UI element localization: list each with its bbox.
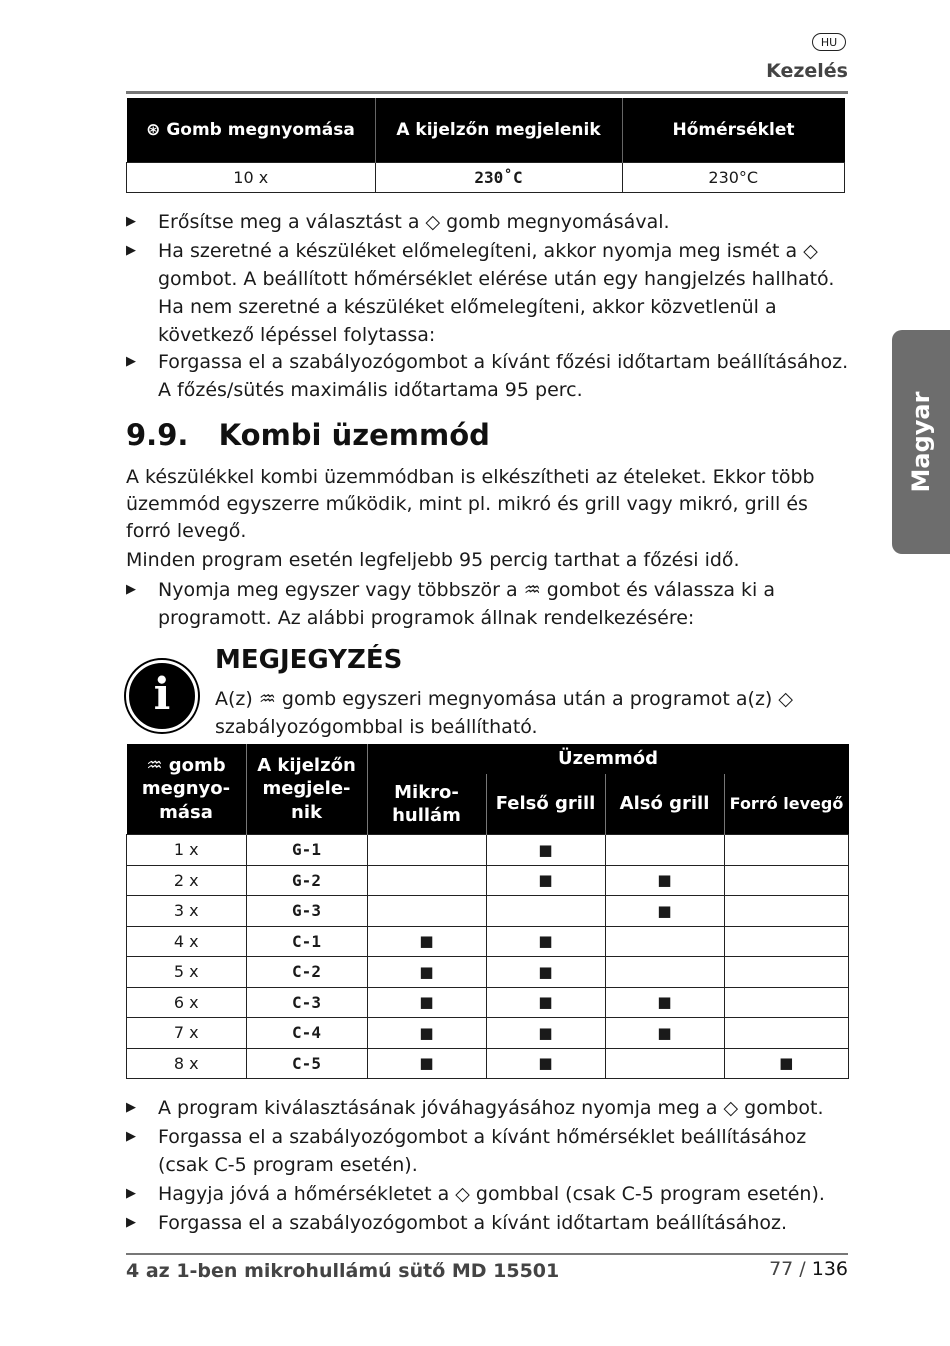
arrow-icon: ▶ <box>126 1186 136 1201</box>
cell-mode-mark <box>605 926 724 957</box>
header-rule <box>126 91 848 94</box>
cell-mode-mark: ■ <box>367 1048 486 1079</box>
cell-display: C-2 <box>246 957 367 988</box>
cell-display: C-4 <box>246 1018 367 1049</box>
arrow-icon: ▶ <box>126 1215 136 1230</box>
list-item: Forgassa el a szabályozógombot a kívánt időtartam beállításához. <box>158 1212 787 1234</box>
arrow-icon: ▶ <box>126 582 136 597</box>
cell-mode-mark <box>605 835 724 866</box>
cell-press: 4 x <box>127 926 247 957</box>
arrow-icon: ▶ <box>126 214 136 229</box>
cell-display: G-1 <box>246 835 367 866</box>
cell-display: C-3 <box>246 987 367 1018</box>
list-item: Nyomja meg egyszer vagy többször a ♒ gombot és válassza ki a programott. Az alábbi programok állnak rendelkezésére: <box>158 579 776 629</box>
cell-mode-mark <box>367 896 486 927</box>
footer-title: 4 az 1-ben mikrohullámú sütő MD 15501 <box>126 1260 560 1282</box>
info-icon: i <box>126 660 198 732</box>
cell-mode-mark <box>724 1018 849 1049</box>
cell-mode-mark: ■ <box>486 1018 605 1049</box>
header-mode: Üzemmód <box>367 744 849 774</box>
language-side-tab <box>892 330 950 554</box>
cell-mode-mark <box>724 835 849 866</box>
table-row <box>127 957 849 988</box>
list-item: Forgassa el a szabályozógombot a kívánt főzési időtartam beállításához. A főzés/sütés maximális időtartama 95 perc. <box>158 351 849 401</box>
arrow-icon: ▶ <box>126 1129 136 1144</box>
section-title: 9.9. Kombi üzemmód <box>126 418 490 452</box>
page-number: 77 / 136 <box>769 1258 848 1280</box>
cell-display: G-2 <box>246 865 367 896</box>
table-row <box>127 1048 849 1079</box>
cell-mode-mark: ■ <box>486 987 605 1018</box>
header-hot-air: Forró levegő <box>724 774 849 835</box>
header-bottom-grill: Alsó grill <box>605 774 724 835</box>
cell-mode-mark: ■ <box>605 865 724 896</box>
list-item: Ha szeretné a készüléket előmelegíteni, akkor nyomja meg ismét a ◇ gombot. A beállított hőmérséklet elérése után egy hangjelzés hallható. <box>158 240 835 290</box>
cell-mode-mark <box>367 865 486 896</box>
cell-mode-mark: ■ <box>605 987 724 1018</box>
cell-press: 7 x <box>127 1018 247 1049</box>
list-item: Ha nem szeretné a készüléket előmelegíteni, akkor közvetlenül a következő lépéssel folytassa: <box>158 296 777 346</box>
paragraph: A készülékkel kombi üzemmódban is elkészítheti az ételeket. Ekkor több üzemmód egyszerre működik, mint pl. mikró és grill vagy mikró, grill és forró levegő. <box>126 466 815 542</box>
header-press: ♒ gomb megnyo-mása <box>127 744 247 835</box>
header-top-grill: Felső grill <box>486 774 605 835</box>
header-press: ⊛ Gomb megnyomása <box>127 98 376 163</box>
footer-rule <box>126 1253 848 1255</box>
cell-mode-mark <box>605 957 724 988</box>
cell-mode-mark: ■ <box>367 987 486 1018</box>
list-item: A program kiválasztásának jóváhagyásához nyomja meg a ◇ gombot. <box>158 1097 824 1119</box>
cell-press: 6 x <box>127 987 247 1018</box>
table-row <box>127 835 849 866</box>
header-display: A kijelzőn megjele-nik <box>246 744 367 835</box>
list-item: Erősítse meg a választást a ◇ gomb megnyomásával. <box>158 211 670 233</box>
cell-display: C-1 <box>246 926 367 957</box>
cell-press: 1 x <box>127 835 247 866</box>
list-item: Hagyja jóvá a hőmérsékletet a ◇ gombbal (csak C-5 program esetén). <box>158 1183 825 1205</box>
language-badge: HU <box>812 33 846 51</box>
table-row <box>127 926 849 957</box>
cell-mode-mark <box>724 957 849 988</box>
table-row <box>127 1018 849 1049</box>
cell-press: 8 x <box>127 1048 247 1079</box>
cell-mode-mark <box>724 987 849 1018</box>
cell-mode-mark: ■ <box>486 926 605 957</box>
timer-knob-icon: ⊛ <box>146 119 161 140</box>
cell-display: C-5 <box>246 1048 367 1079</box>
cell-mode-mark: ■ <box>605 1018 724 1049</box>
arrow-icon: ▶ <box>126 1100 136 1115</box>
header-microwave: Mikro-hullám <box>367 774 486 835</box>
cell-mode-mark <box>724 926 849 957</box>
cell-mode-mark: ■ <box>486 1048 605 1079</box>
list-item: Forgassa el a szabályozógombot a kívánt hőmérséklet beállításához (csak C-5 program esetén). <box>158 1126 807 1176</box>
cell-display: 230˚C <box>375 163 622 193</box>
cell-mode-mark <box>724 865 849 896</box>
cell-mode-mark <box>367 835 486 866</box>
cell-mode-mark: ■ <box>367 926 486 957</box>
table-row <box>127 896 849 927</box>
cell-press: 2 x <box>127 865 247 896</box>
cell-mode-mark <box>605 1048 724 1079</box>
cell-press: 3 x <box>127 896 247 927</box>
section-header: Kezelés <box>766 60 848 82</box>
temperature-table <box>126 98 845 193</box>
cell-temperature: 230°C <box>622 163 845 193</box>
paragraph: Minden program esetén legfeljebb 95 percig tarthat a főzési idő. <box>126 549 740 571</box>
cell-mode-mark: ■ <box>367 957 486 988</box>
cell-mode-mark: ■ <box>486 835 605 866</box>
cell-mode-mark: ■ <box>486 957 605 988</box>
arrow-icon: ▶ <box>126 354 136 369</box>
cell-mode-mark <box>724 896 849 927</box>
table-row <box>127 865 849 896</box>
cell-mode-mark: ■ <box>486 865 605 896</box>
cell-press: 5 x <box>127 957 247 988</box>
note-title: MEGJEGYZÉS <box>215 645 403 675</box>
cell-display: G-3 <box>246 896 367 927</box>
note-text: A(z) ♒ gomb egyszeri megnyomása után a programot a(z) ◇ szabályozógombbal is beállítható. <box>215 688 793 738</box>
cell-mode-mark: ■ <box>367 1018 486 1049</box>
arrow-icon: ▶ <box>126 243 136 258</box>
cell-mode-mark: ■ <box>605 896 724 927</box>
cell-press: 10 x <box>127 163 376 193</box>
program-table <box>126 744 849 1079</box>
cell-mode-mark <box>486 896 605 927</box>
header-display: A kijelzőn megjelenik <box>375 98 622 163</box>
table-row <box>127 987 849 1018</box>
side-tab-label: Magyar <box>907 391 935 493</box>
header-temperature: Hőmérséklet <box>622 98 845 163</box>
cell-mode-mark: ■ <box>724 1048 849 1079</box>
